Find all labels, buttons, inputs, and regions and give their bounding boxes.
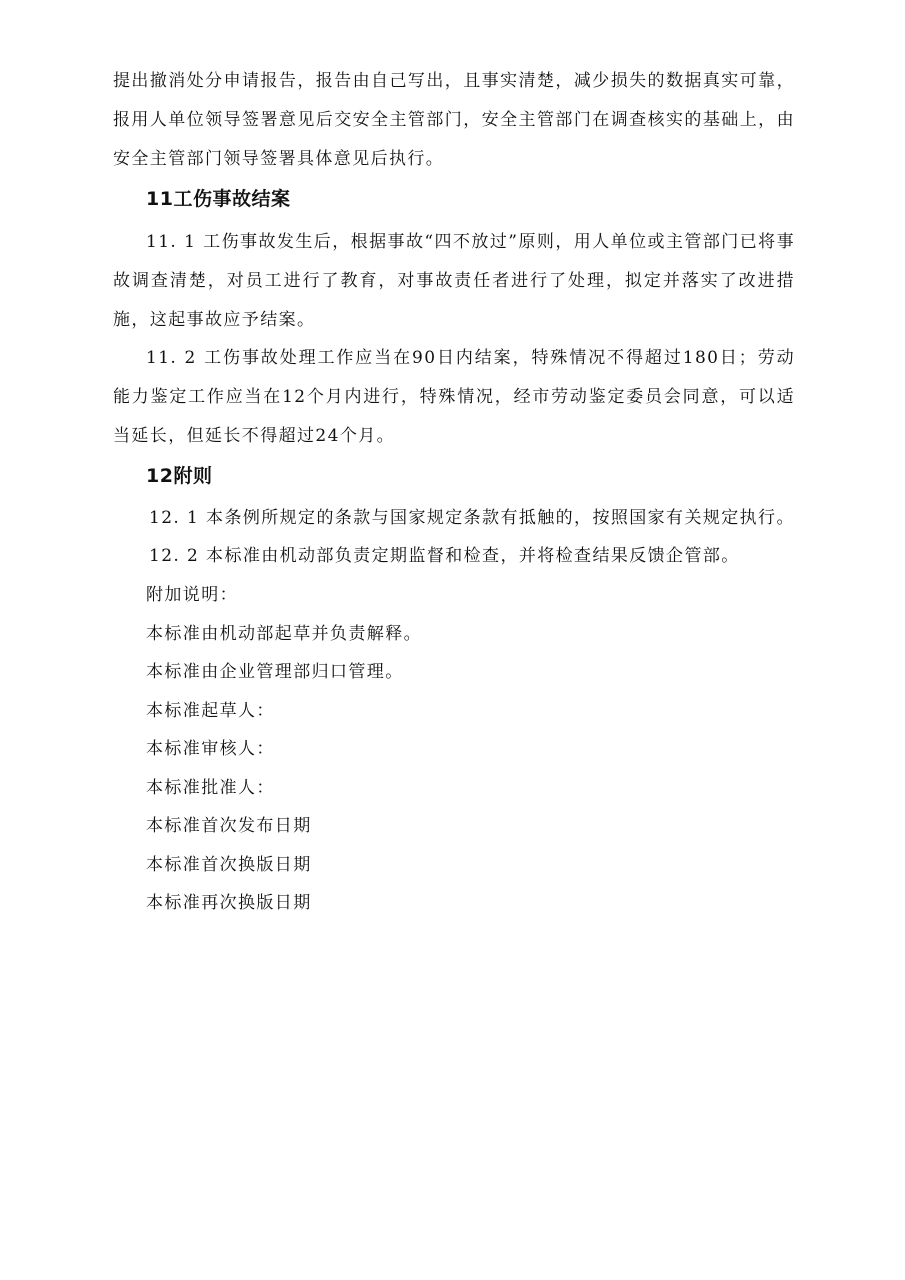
- reviewer-line: 本标准审核人：: [146, 739, 275, 759]
- drafter-line: 本标准起草人：: [146, 701, 275, 721]
- clause-11-2: 11. 2 工伤事故处理工作应当在90日内结案，特殊情况不得超过180日；劳动能力鉴定工作应当在12个月内进行，特殊情况，经市劳动鉴定委员会同意，可以适当延长，但延长不得超过24个月。: [113, 348, 795, 446]
- intro-paragraph: 提出撤消处分申请报告，报告由自己写出，且事实清楚，减少损失的数据真实可靠，报用人单位领导签署意见后交安全主管部门，安全主管部门在调查核实的基础上，由安全主管部门领导签署具体意见后执行。: [113, 71, 795, 169]
- clause-11-1: 11. 1 工伤事故发生后，根据事故“四不放过”原则，用人单位或主管部门已将事故调查清楚，对员工进行了教育，对事故责任者进行了处理，拟定并落实了改进措施，这起事故应予结案。: [113, 232, 795, 330]
- clause-12-1: 12. 1 本条例所规定的条款与国家规定条款有抵触的，按照国家有关规定执行。: [149, 508, 795, 528]
- clause-12-2: 12. 2 本标准由机动部负责定期监督和检查，并将检查结果反馈企管部。: [149, 546, 740, 566]
- notes-title: 附加说明：: [146, 585, 238, 605]
- approver-line: 本标准批准人：: [146, 778, 275, 798]
- section-12-heading: 12附则: [146, 465, 213, 487]
- second-revision-date-line: 本标准再次换版日期: [146, 893, 312, 913]
- notes-line-drafting: 本标准由机动部起草并负责解释。: [146, 624, 422, 644]
- notes-line-management: 本标准由企业管理部归口管理。: [146, 662, 404, 682]
- section-11-heading: 11工伤事故结案: [146, 188, 291, 210]
- first-revision-date-line: 本标准首次换版日期: [146, 855, 312, 875]
- first-release-date-line: 本标准首次发布日期: [146, 816, 312, 836]
